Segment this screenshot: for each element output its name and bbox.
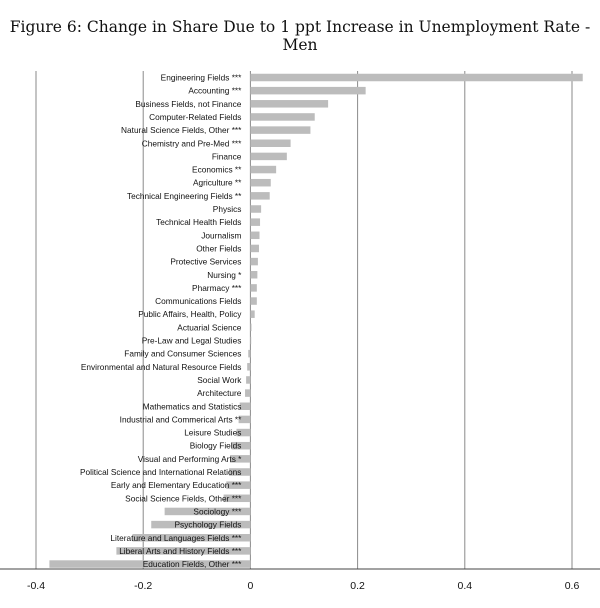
x-tick-label: 0.6 [564,580,580,592]
category-label: Agriculture ** [192,177,242,188]
category-labels [80,73,242,570]
x-tick-label: 0 [247,580,254,592]
category-label: Journalism [201,230,242,241]
category-label: Finance [211,151,242,162]
category-label: Computer-Related Fields [149,111,242,122]
bar [250,166,276,174]
bar [248,350,250,358]
bar [250,74,582,82]
category-label: Physics [212,204,242,214]
chart-grid [36,71,572,569]
category-label: Actuarial Science [177,322,242,333]
category-label: Pharmacy *** [192,282,242,293]
category-label: Economics ** [192,164,242,175]
category-label: Sociology *** [193,506,242,517]
category-label: Public Affairs, Health, Policy [138,309,242,320]
bar [250,297,256,305]
category-label: Technical Health Fields [156,217,242,228]
category-label: Natural Science Fields, Other *** [121,125,242,136]
bar [250,245,259,253]
bar [250,192,269,200]
category-label: Mathematics and Statistics [142,401,242,412]
category-label: Education Fields, Other *** [142,559,242,570]
category-label: Industrial and Commerical Arts ** [119,414,242,425]
category-label: Social Science Fields, Other *** [125,493,242,504]
category-label: Engineering Fields *** [160,72,242,83]
category-label: Literature and Languages Fields *** [110,532,242,543]
category-label: Accounting *** [188,85,242,96]
category-label: Business Fields, not Finance [135,98,242,109]
bar [250,100,328,108]
bar [250,113,314,121]
category-label: Leisure Studies [184,427,242,438]
category-label: Visual and Performing Arts * [137,453,242,464]
bar [247,363,250,371]
category-label: Pre-Law and Legal Studies [141,335,242,346]
bar [250,284,256,292]
x-tick-label: -0.4 [26,580,46,592]
x-tick-label: -0.2 [134,580,153,592]
category-label: Other Fields [196,243,242,254]
bar [250,324,251,332]
bar [250,126,310,134]
category-label: Communications Fields [155,296,242,307]
category-label: Political Science and International Relations [79,467,242,477]
bar [246,376,250,384]
category-label: Psychology Fields [174,519,242,530]
bar [250,218,260,226]
category-label: Architecture [197,388,242,399]
bar [250,87,365,95]
category-label: Technical Engineering Fields ** [127,190,242,201]
category-label: Protective Services [170,256,242,267]
bar [250,140,290,148]
x-tick-label: 0.4 [457,580,473,592]
category-label: Family and Consumer Sciences [124,348,242,359]
bar [245,389,250,397]
page-title: Figure 6: Change in Share Due to 1 ppt Increase in Unemployment Rate - Men [9,18,591,54]
category-label: Liberal Arts and History Fields *** [119,545,242,556]
bar [250,179,270,187]
bar [250,271,257,279]
category-label: Chemistry and Pre-Med *** [141,138,242,149]
category-label: Environmental and Natural Resource Fields [80,361,242,372]
category-label: Nursing * [207,269,242,280]
category-label: Biology Fields [189,440,242,451]
category-label: Early and Elementary Education *** [110,480,242,491]
x-axis [0,569,600,592]
bar [250,258,258,266]
bar [250,205,261,213]
x-tick-label: 0.2 [350,580,365,592]
bar [250,153,286,161]
bar [250,310,254,318]
bar [250,337,251,345]
bar [250,232,259,240]
category-label: Social Work [197,374,242,385]
